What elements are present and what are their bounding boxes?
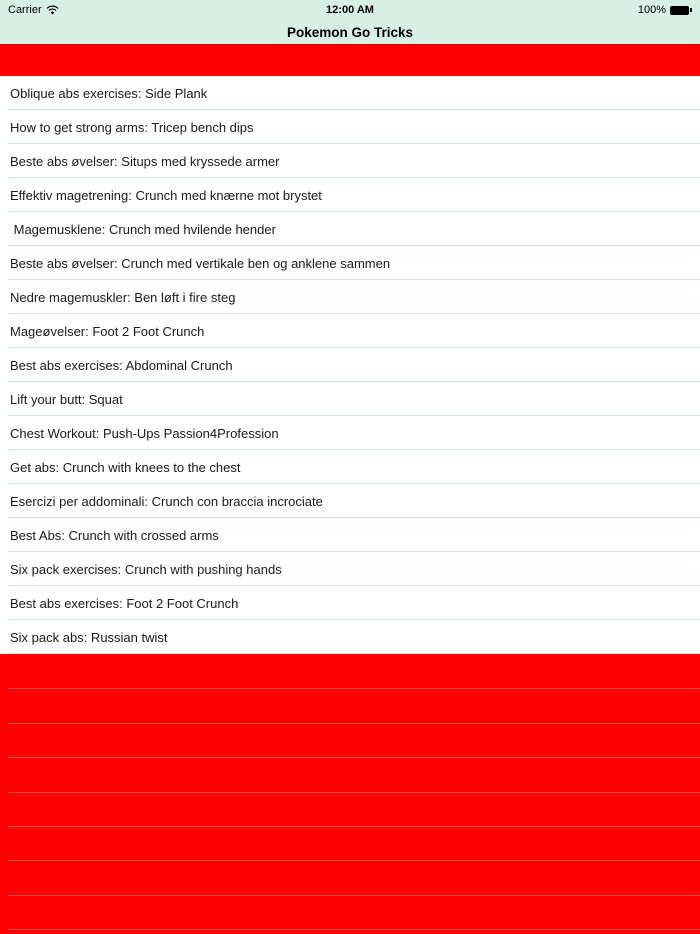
- nav-bar: [0, 20, 700, 44]
- list-item[interactable]: [0, 110, 700, 144]
- battery-percent-label: 100%: [637, 4, 666, 16]
- carrier-label: Carrier: [8, 4, 42, 16]
- list-item[interactable]: [0, 518, 700, 552]
- red-header-band: [0, 44, 700, 76]
- status-bar-left: [8, 4, 118, 16]
- list-item-label: Six pack exercises: Crunch with pushing hands: [10, 561, 282, 577]
- empty-list-row: [0, 655, 700, 689]
- list-item[interactable]: [0, 144, 700, 178]
- list-item-label: Esercizi per addominali: Crunch con braccia incrociate: [10, 493, 323, 509]
- empty-list-row: [0, 827, 700, 861]
- list-item[interactable]: [0, 450, 700, 484]
- empty-list-row: [0, 896, 700, 930]
- list-item[interactable]: [0, 314, 700, 348]
- exercise-list: [0, 76, 700, 654]
- list-item-label: Get abs: Crunch with knees to the chest: [10, 459, 241, 475]
- list-item[interactable]: [0, 382, 700, 416]
- list-item[interactable]: [0, 484, 700, 518]
- empty-list-row: [0, 758, 700, 792]
- list-item-label: Oblique abs exercises: Side Plank: [10, 85, 208, 101]
- list-item[interactable]: [0, 552, 700, 586]
- list-item[interactable]: [0, 212, 700, 246]
- list-item[interactable]: [0, 76, 700, 110]
- status-bar: [0, 0, 700, 20]
- empty-list-row: [0, 793, 700, 827]
- list-item-label: Chest Workout: Push-Ups Passion4Profession: [10, 425, 279, 441]
- list-item[interactable]: [0, 416, 700, 450]
- list-item-label: Best abs exercises: Abdominal Crunch: [10, 357, 233, 373]
- list-item-label: Mageøvelser: Foot 2 Foot Crunch: [10, 323, 205, 339]
- status-bar-right: [582, 4, 692, 16]
- list-item-label: How to get strong arms: Tricep bench dips: [10, 119, 254, 135]
- list-item[interactable]: [0, 620, 700, 654]
- list-item[interactable]: [0, 178, 700, 212]
- empty-list-row: [0, 724, 700, 758]
- list-item-label: Nedre magemuskler: Ben løft i fire steg: [10, 289, 236, 305]
- status-bar-time: 12:00 AM: [326, 4, 374, 16]
- list-item[interactable]: [0, 246, 700, 280]
- list-item-label: Six pack abs: Russian twist: [10, 629, 168, 645]
- list-item[interactable]: [0, 348, 700, 382]
- list-item-label: Beste abs øvelser: Situps med kryssede armer: [10, 153, 280, 169]
- list-item-label: Best Abs: Crunch with crossed arms: [10, 527, 219, 543]
- page-title: Pokemon Go Tricks: [286, 24, 414, 40]
- empty-list-row: [0, 689, 700, 723]
- wifi-icon: [46, 5, 59, 15]
- list-item[interactable]: [0, 586, 700, 620]
- empty-list-row: [0, 861, 700, 895]
- list-item-label: Effektiv magetrening: Crunch med knærne mot brystet: [10, 187, 322, 203]
- list-item-label: Lift your butt: Squat: [10, 391, 123, 407]
- red-footer: [0, 654, 700, 934]
- list-item[interactable]: [0, 280, 700, 314]
- list-item-label: Magemusklene: Crunch med hvilende hender: [10, 221, 276, 237]
- list-item-label: Beste abs øvelser: Crunch med vertikale ben og anklene sammen: [10, 255, 391, 271]
- battery-icon: [670, 6, 692, 15]
- list-item-label: Best abs exercises: Foot 2 Foot Crunch: [10, 595, 239, 611]
